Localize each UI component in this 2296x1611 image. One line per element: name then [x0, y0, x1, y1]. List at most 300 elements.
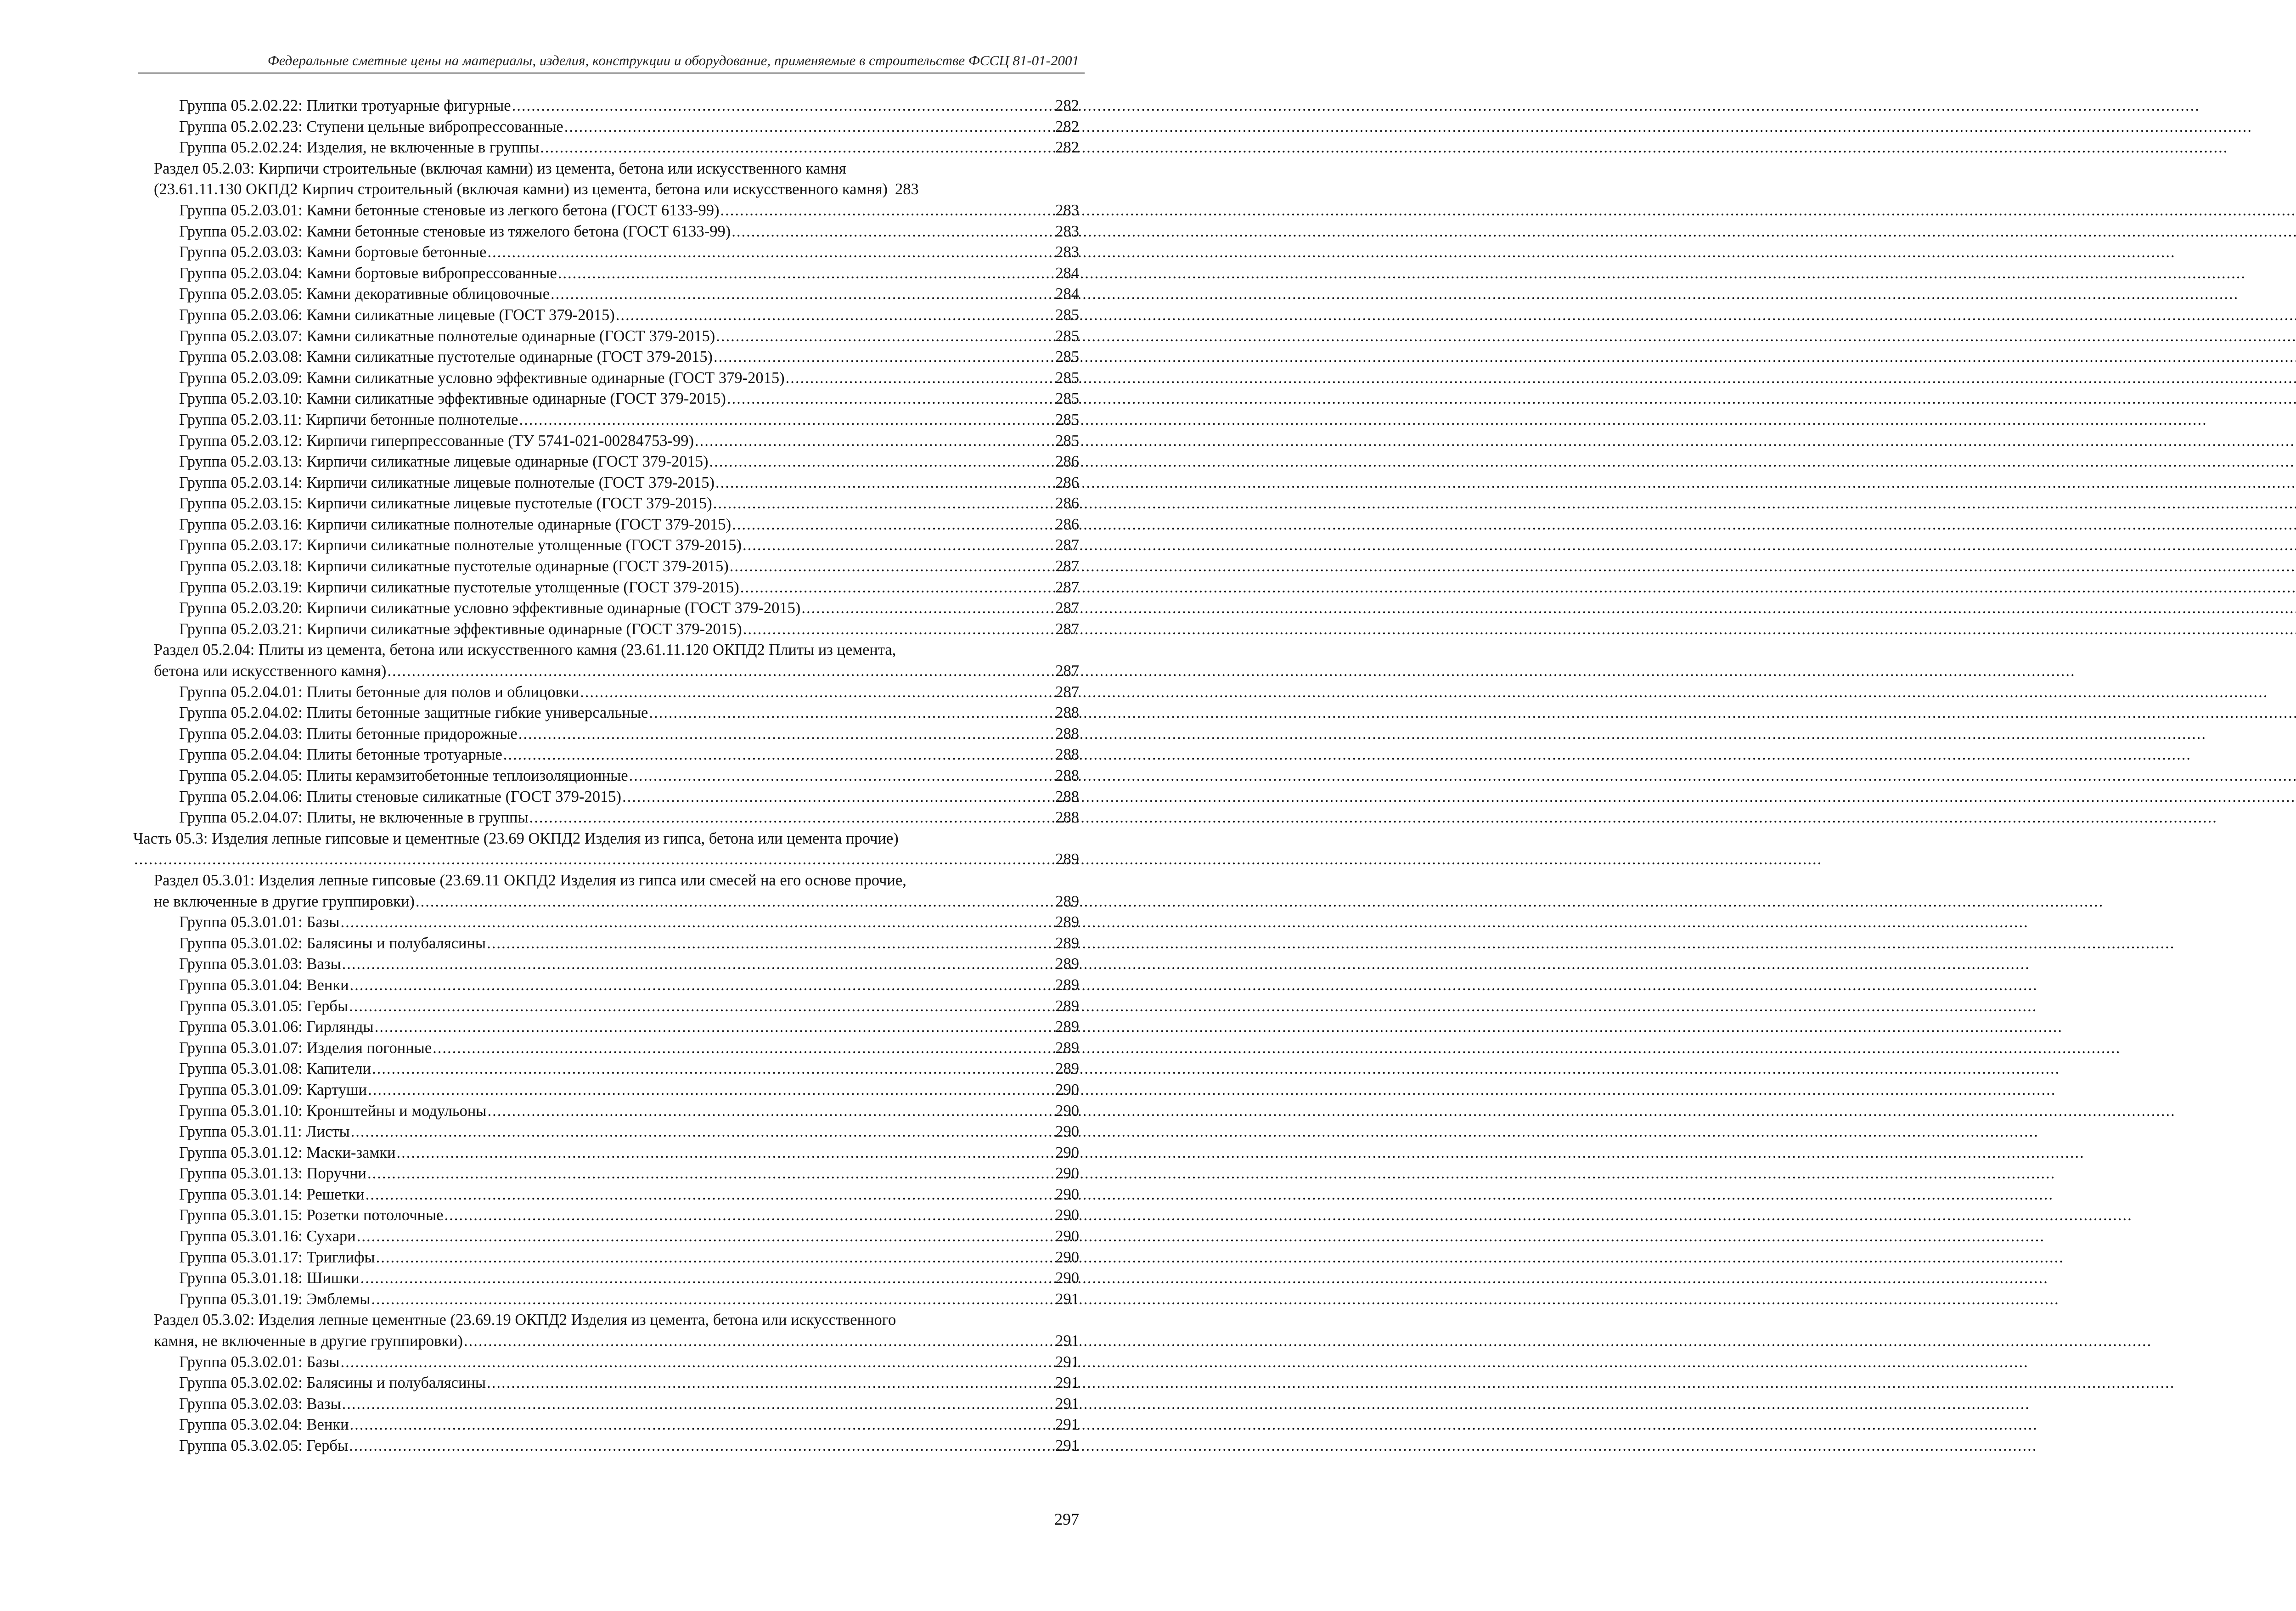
- toc-entry-row: [179, 556, 1079, 577]
- dot-leader: [350, 1414, 1055, 1436]
- dot-leader: [360, 1268, 1055, 1289]
- toc-entry-row: [179, 1289, 1079, 1310]
- toc-group: [133, 703, 1079, 724]
- toc-group: [133, 682, 1079, 703]
- toc-page-ref: 290: [1055, 1165, 1079, 1183]
- toc-entry-row: [179, 577, 1079, 598]
- toc-page-ref: 287: [1055, 599, 1079, 617]
- toc-entry-title-line: Раздел 05.2.04: Плиты из цемента, бетона или искусственного камня (23.61.11.120 ОКПД2 Плиты из цемента,: [154, 641, 896, 659]
- toc-entry-title: Группа 05.3.01.19: Эмблемы: [179, 1290, 371, 1308]
- dot-leader: [397, 1143, 1055, 1164]
- dot-leader: [366, 1184, 1055, 1205]
- dot-leader: [512, 96, 1055, 117]
- toc-entry-title: Группа 05.3.01.03: Вазы: [179, 955, 341, 973]
- dot-leader: [558, 263, 1054, 284]
- toc-entry-row: [179, 1436, 1079, 1457]
- toc-entry-title: Группа 05.2.03.10: Камни силикатные эффективные одинарные (ГОСТ 379-2015): [179, 390, 726, 408]
- toc-entry-row: [179, 933, 1079, 954]
- toc-entry-title: Группа 05.3.02.02: Балясины и полубалясины: [179, 1374, 486, 1392]
- toc-entry-row: [179, 347, 1079, 368]
- toc-entry-title: Группа 05.3.01.12: Маски-замки: [179, 1143, 396, 1161]
- toc-entry-title-line: Часть 05.3: Изделия лепные гипсовые и цементные (23.69 ОКПД2 Изделия из гипса, бетона или цемента прочие): [133, 829, 899, 847]
- toc-group: [133, 137, 1079, 158]
- toc-group: [133, 912, 1079, 933]
- dot-leader: [551, 284, 1054, 305]
- dot-leader: [372, 1059, 1054, 1080]
- toc-entry-row: [179, 598, 1079, 619]
- toc-page-ref: 289: [1055, 892, 1079, 910]
- dot-leader: [368, 1080, 1054, 1101]
- toc-entry-row: [179, 451, 1079, 473]
- toc-group: [133, 305, 1079, 326]
- toc-entry-title: не включенные в другие группировки): [154, 892, 415, 910]
- toc-group: [133, 1226, 1079, 1247]
- toc-page-ref: 289: [1055, 1060, 1079, 1078]
- dot-leader: [487, 1373, 1054, 1394]
- toc-group: [133, 326, 1079, 347]
- dot-leader: [350, 975, 1055, 996]
- toc-group: [133, 200, 1079, 221]
- toc-entry-title: Группа 05.2.03.04: Камни бортовые вибропрессованные: [179, 264, 557, 282]
- dot-leader: [715, 473, 1054, 494]
- toc-group: [133, 975, 1079, 996]
- toc-entry-title: Группа 05.2.03.13: Кирпичи силикатные лицевые одинарные (ГОСТ 379-2015): [179, 453, 709, 471]
- toc-group: [133, 1205, 1079, 1226]
- toc-group: [133, 535, 1079, 556]
- dot-leader: [580, 682, 1054, 703]
- toc-entry-row: [179, 912, 1079, 933]
- dot-leader: [518, 724, 1055, 745]
- dot-leader: [732, 514, 1054, 535]
- toc-page-ref: 290: [1055, 1206, 1079, 1224]
- toc-group: [133, 117, 1079, 138]
- dot-leader: [340, 1352, 1054, 1373]
- toc-entry-title: Группа 05.3.01.07: Изделия погонные: [179, 1039, 432, 1057]
- toc-group: [133, 284, 1079, 305]
- toc-entry-row: [179, 117, 1079, 138]
- toc-page-ref: 291: [1055, 1290, 1079, 1308]
- dot-leader: [709, 451, 1054, 473]
- toc-group: [133, 933, 1079, 954]
- toc-entry-row: [179, 326, 1079, 347]
- dot-leader: [342, 954, 1055, 975]
- toc-group: [133, 619, 1079, 640]
- toc-group: [133, 1080, 1079, 1101]
- toc-entry-title: Группа 05.3.01.06: Гирлянды: [179, 1018, 374, 1036]
- dot-leader: [743, 535, 1054, 556]
- toc-page-ref: 284: [1055, 285, 1079, 303]
- toc-entry-row: [179, 1247, 1079, 1268]
- toc-group: [133, 221, 1079, 242]
- toc-entry-title: Группа 05.3.02.04: Венки: [179, 1416, 349, 1434]
- toc-page-ref: 288: [1055, 704, 1079, 722]
- toc-entry-row: [179, 1080, 1079, 1101]
- toc-group: [133, 577, 1079, 598]
- toc-entry-title: Группа 05.3.01.18: Шишки: [179, 1269, 360, 1287]
- toc-entry-row: [179, 473, 1079, 494]
- toc-entry-row: [179, 1226, 1079, 1247]
- dot-leader: [740, 577, 1055, 598]
- page-number: 297: [1054, 1510, 1079, 1528]
- toc-entry-title: Группа 05.2.02.23: Ступени цельные вибропрессованные: [179, 118, 563, 135]
- toc-entry-row: [179, 389, 1079, 410]
- toc-page-ref: 287: [1055, 662, 1079, 680]
- toc-page-ref: 285: [1055, 348, 1079, 366]
- dot-leader: [730, 556, 1054, 577]
- toc-group: [133, 1247, 1079, 1268]
- toc-entry-row: [179, 431, 1079, 452]
- toc-entry-title: Группа 05.3.01.10: Кронштейны и модульоны: [179, 1102, 487, 1120]
- toc-group: [133, 1184, 1079, 1205]
- table-of-contents: [133, 96, 1079, 1457]
- toc-entry-title: Группа 05.2.04.06: Плиты стеновые силикатные (ГОСТ 379-2015): [179, 788, 621, 806]
- toc-entry-row: [179, 724, 1079, 745]
- toc-group: [133, 493, 1079, 514]
- toc-entry-row: [179, 1101, 1079, 1122]
- toc-entry-title: Группа 05.3.02.03: Вазы: [179, 1395, 341, 1413]
- toc-group: [133, 451, 1079, 473]
- toc-page-ref: 285: [1055, 369, 1079, 387]
- toc-entry-row: [179, 1163, 1079, 1184]
- toc-entry-title: Группа 05.2.03.16: Кирпичи силикатные полнотелые одинарные (ГОСТ 379-2015): [179, 515, 732, 533]
- toc-page-ref: 286: [1055, 495, 1079, 513]
- dot-leader: [487, 933, 1054, 954]
- toc-group: [133, 96, 1079, 117]
- toc-group: [133, 347, 1079, 368]
- dot-leader: [786, 368, 1055, 389]
- toc-group: [133, 807, 1079, 828]
- toc-entry-row: [179, 284, 1079, 305]
- toc-entry-title: Группа 05.2.03.09: Камни силикатные условно эффективные одинарные (ГОСТ 379-2015): [179, 369, 785, 387]
- toc-entry-title: Группа 05.3.01.04: Венки: [179, 976, 349, 994]
- toc-entry-row: [179, 619, 1079, 640]
- toc-group: [133, 389, 1079, 410]
- toc-entry-row: [179, 1268, 1079, 1289]
- toc-entry-title: Группа 05.2.04.02: Плиты бетонные защитные гибкие универсальные: [179, 704, 648, 722]
- toc-group: [133, 1414, 1079, 1436]
- toc-group: [133, 598, 1079, 619]
- toc-entry-title: Группа 05.2.03.15: Кирпичи силикатные лицевые пустотелые (ГОСТ 379-2015): [179, 495, 712, 513]
- toc-page-ref: 291: [1055, 1437, 1079, 1454]
- toc-group: [133, 1373, 1079, 1394]
- toc-group: [133, 473, 1079, 494]
- toc-section: [133, 640, 1079, 682]
- toc-entry-title: Группа 05.3.01.08: Капители: [179, 1060, 371, 1078]
- toc-entry-row: [179, 263, 1079, 284]
- toc-entry-row: [179, 787, 1079, 808]
- toc-entry-row: [179, 807, 1079, 828]
- toc-group: [133, 1143, 1079, 1164]
- toc-entry-row: [179, 242, 1079, 263]
- toc-entry-title: Группа 05.2.03.12: Кирпичи гиперпрессованные (ТУ 5741-021-00284753-99): [179, 432, 694, 450]
- toc-page-ref: 283: [1055, 243, 1079, 261]
- toc-page-ref: 288: [1055, 788, 1079, 806]
- toc-group: [133, 410, 1079, 431]
- dot-leader: [357, 1226, 1055, 1247]
- toc-section: [133, 1310, 1079, 1352]
- toc-page-ref: 285: [1055, 411, 1079, 428]
- toc-entry-title: Группа 05.3.01.09: Картуши: [179, 1081, 367, 1098]
- toc-entry-title: Группа 05.3.01.01: Базы: [179, 913, 340, 931]
- toc-page-ref: 290: [1055, 1102, 1079, 1120]
- dot-leader: [622, 787, 1054, 808]
- dot-leader: [387, 661, 1054, 682]
- toc-entry-title: Группа 05.2.03.03: Камни бортовые бетонные: [179, 243, 487, 261]
- toc-entry-row: [179, 1414, 1079, 1436]
- dot-leader: [732, 221, 1054, 242]
- dot-leader: [349, 996, 1054, 1017]
- toc-page-ref: 290: [1055, 1228, 1079, 1245]
- toc-entry-row: [179, 493, 1079, 514]
- toc-entry-title: Группа 05.3.01.17: Триглифы: [179, 1248, 375, 1266]
- toc-entry-title: Группа 05.2.04.01: Плиты бетонные для полов и облицовки: [179, 683, 580, 701]
- toc-entry-row: [179, 1059, 1079, 1080]
- toc-page-ref: 291: [1055, 1416, 1079, 1434]
- toc-entry-title: Группа 05.2.02.24: Изделия, не включенные в группы: [179, 139, 540, 157]
- toc-entry-title: Группа 05.2.03.07: Камни силикатные полнотелые одинарные (ГОСТ 379-2015): [179, 327, 715, 345]
- toc-group: [133, 766, 1079, 787]
- toc-part: [133, 828, 1079, 870]
- toc-page-ref: 287: [1055, 578, 1079, 596]
- dot-leader: [727, 389, 1054, 410]
- toc-entry-row: [179, 703, 1079, 724]
- toc-entry-row: [179, 744, 1079, 766]
- toc-group: [133, 431, 1079, 452]
- dot-leader: [349, 1436, 1054, 1457]
- dot-leader: [564, 117, 1055, 138]
- toc-entry-title: Группа 05.3.01.05: Гербы: [179, 997, 349, 1015]
- toc-entry-title: Группа 05.2.03.11: Кирпичи бетонные полнотелые: [179, 411, 518, 428]
- dot-leader: [716, 326, 1054, 347]
- toc-entry-title: Группа 05.2.03.06: Камни силикатные лицевые (ГОСТ 379-2015): [179, 306, 615, 324]
- toc-entry-title: Группа 05.2.03.20: Кирпичи силикатные условно эффективные одинарные (ГОСТ 379-2015): [179, 599, 801, 617]
- toc-entry-row: [179, 954, 1079, 975]
- toc-entry-row: [133, 849, 1079, 870]
- toc-entry-row: [179, 368, 1079, 389]
- toc-entry-title: Группа 05.2.03.19: Кирпичи силикатные пустотелые утолщенные (ГОСТ 379-2015): [179, 578, 739, 596]
- toc-group: [133, 1268, 1079, 1289]
- toc-entry-title: Группа 05.2.03.18: Кирпичи силикатные пустотелые одинарные (ГОСТ 379-2015): [179, 558, 729, 575]
- toc-group: [133, 263, 1079, 284]
- toc-page-ref: 287: [1055, 683, 1079, 701]
- toc-entry-row: [179, 1121, 1079, 1143]
- toc-entry-title-line: Раздел 05.2.03: Кирпичи строительные (включая камни) из цемента, бетона или искусственного камня: [154, 159, 846, 177]
- toc-page-ref: 291: [1055, 1374, 1079, 1392]
- toc-entry-title: Группа 05.2.02.22: Плитки тротуарные фигурные: [179, 97, 511, 114]
- toc-entry-row: [179, 766, 1079, 787]
- toc-page-ref: 291: [1055, 1353, 1079, 1371]
- toc-entry-title: бетона или искусственного камня): [154, 662, 387, 680]
- toc-entry-title: Группа 05.3.02.01: Базы: [179, 1353, 340, 1371]
- toc-entry-row: [179, 1184, 1079, 1205]
- dot-leader: [743, 619, 1055, 640]
- toc-entry-row: [179, 514, 1079, 535]
- toc-page-ref: 288: [1055, 809, 1079, 827]
- toc-entry-title: Группа 05.2.03.01: Камни бетонные стеновые из легкого бетона (ГОСТ 6133-99): [179, 201, 720, 219]
- toc-entry-title: Группа 05.3.02.05: Гербы: [179, 1437, 349, 1454]
- toc-page-ref: 282: [1055, 97, 1079, 114]
- toc-entry-title: Группа 05.2.04.03: Плиты бетонные придорожные: [179, 725, 518, 743]
- toc-page-ref: 286: [1055, 515, 1079, 533]
- dot-leader: [376, 1247, 1055, 1268]
- dot-leader: [371, 1289, 1054, 1310]
- toc-entry-row: [179, 305, 1079, 326]
- dot-leader: [540, 137, 1054, 158]
- toc-page-ref: 282: [1055, 139, 1079, 157]
- dot-leader: [649, 703, 1054, 724]
- toc-page-ref: 289: [1055, 851, 1079, 868]
- dot-leader: [433, 1038, 1054, 1059]
- running-header: Федеральные сметные цены на материалы, изделия, конструкции и оборудование, применяемые в строительстве ФССЦ 81-01-2001: [267, 52, 1079, 68]
- toc-entry-title: Группа 05.2.03.17: Кирпичи силикатные полнотелые утолщенные (ГОСТ 379-2015): [179, 536, 742, 554]
- toc-group: [133, 556, 1079, 577]
- toc-page-ref: 288: [1055, 746, 1079, 764]
- toc-entry-row: [179, 1352, 1079, 1373]
- toc-group: [133, 954, 1079, 975]
- toc-entry-title-line: Раздел 05.3.01: Изделия лепные гипсовые (23.69.11 ОКПД2 Изделия из гипса или смесей на его основе прочие,: [154, 871, 906, 889]
- dot-leader: [445, 1205, 1055, 1226]
- toc-page-ref: 289: [1055, 1039, 1079, 1057]
- toc-entry-row: [179, 1205, 1079, 1226]
- toc-page-ref: 289: [1055, 976, 1079, 994]
- toc-entry-row: [179, 1143, 1079, 1164]
- toc-page-ref: 283: [895, 180, 919, 198]
- toc-entry-title: Группа 05.3.01.11: Листы: [179, 1123, 350, 1141]
- toc-group: [133, 1121, 1079, 1143]
- dot-leader: [487, 242, 1054, 263]
- toc-page-ref: 283: [1055, 222, 1079, 240]
- toc-entry-row: [179, 1394, 1079, 1415]
- dot-leader: [713, 493, 1054, 514]
- dot-leader: [367, 1163, 1054, 1184]
- toc-group: [133, 1352, 1079, 1373]
- dot-leader: [529, 807, 1055, 828]
- toc-entry-row: [179, 221, 1079, 242]
- toc-entry-title: Группа 05.3.01.14: Решетки: [179, 1185, 365, 1203]
- toc-page-ref: 291: [1055, 1332, 1079, 1350]
- toc-page-ref: 285: [1055, 432, 1079, 450]
- toc-entry-title: Группа 05.2.04.07: Плиты, не включенные в группы: [179, 809, 529, 827]
- toc-page-ref: 289: [1055, 997, 1079, 1015]
- toc-page-ref: 287: [1055, 536, 1079, 554]
- dot-leader: [351, 1121, 1055, 1143]
- toc-page-ref: 285: [1055, 327, 1079, 345]
- dot-leader: [720, 200, 1055, 221]
- toc-page-ref: 290: [1055, 1185, 1079, 1203]
- dot-leader: [487, 1101, 1054, 1122]
- toc-entry-row: [179, 410, 1079, 431]
- toc-entry-title: Группа 05.3.01.15: Розетки потолочные: [179, 1206, 444, 1224]
- dot-leader: [616, 305, 1055, 326]
- dot-leader: [714, 347, 1054, 368]
- dot-leader: [629, 766, 1055, 787]
- toc-entry-row: [179, 975, 1079, 996]
- toc-page-ref: 290: [1055, 1123, 1079, 1141]
- toc-group: [133, 1017, 1079, 1038]
- toc-page-ref: 290: [1055, 1081, 1079, 1098]
- toc-group: [133, 1436, 1079, 1457]
- toc-entry-title: Группа 05.2.04.05: Плиты керамзитобетонные теплоизоляционные: [179, 767, 628, 784]
- toc-group: [133, 1163, 1079, 1184]
- toc-entry-title: Группа 05.3.01.16: Сухари: [179, 1228, 356, 1245]
- toc-page-ref: 290: [1055, 1269, 1079, 1287]
- toc-page-ref: 289: [1055, 955, 1079, 973]
- toc-group: [133, 996, 1079, 1017]
- toc-group: [133, 242, 1079, 263]
- document-page: [0, 0, 1139, 1611]
- toc-entry-title: камня, не включенные в другие группировки): [154, 1332, 463, 1350]
- toc-section: [133, 870, 1079, 912]
- toc-entry-row: [154, 1331, 1079, 1352]
- toc-section: [133, 158, 1079, 200]
- toc-entry-row: [179, 996, 1079, 1017]
- toc-group: [133, 1038, 1079, 1059]
- toc-entry-title: Группа 05.2.03.02: Камни бетонные стеновые из тяжелого бетона (ГОСТ 6133-99): [179, 222, 731, 240]
- toc-entry-title: Группа 05.3.01.13: Поручни: [179, 1165, 367, 1183]
- toc-entry-row: [179, 200, 1079, 221]
- dot-leader: [134, 849, 1054, 870]
- dot-leader: [801, 598, 1054, 619]
- toc-entry-row: [154, 891, 1079, 913]
- toc-group: [133, 787, 1079, 808]
- toc-group: [133, 1394, 1079, 1415]
- toc-entry-title-line: Раздел 05.3.02: Изделия лепные цементные (23.69.19 ОКПД2 Изделия из цемента, бетона или искусственного: [154, 1311, 896, 1329]
- dot-leader: [342, 1394, 1055, 1415]
- toc-entry-row: [179, 535, 1079, 556]
- dot-leader: [375, 1017, 1055, 1038]
- toc-group: [133, 1059, 1079, 1080]
- dot-leader: [519, 410, 1054, 431]
- toc-group: [133, 724, 1079, 745]
- toc-page-ref: 290: [1055, 1248, 1079, 1266]
- toc-group: [133, 514, 1079, 535]
- toc-entry-title: Группа 05.2.03.21: Кирпичи силикатные эффективные одинарные (ГОСТ 379-2015): [179, 620, 742, 638]
- toc-page-ref: 285: [1055, 306, 1079, 324]
- toc-entry-row: [179, 682, 1079, 703]
- toc-page-ref: 288: [1055, 767, 1079, 784]
- toc-page-ref: 286: [1055, 453, 1079, 471]
- toc-page-ref: 282: [1055, 118, 1079, 135]
- toc-entry-title: Группа 05.2.03.05: Камни декоративные облицовочные: [179, 285, 550, 303]
- toc-page-ref: 287: [1055, 620, 1079, 638]
- toc-group: [133, 1289, 1079, 1310]
- toc-page-ref: 286: [1055, 473, 1079, 491]
- toc-page-ref: 289: [1055, 913, 1079, 931]
- toc-entry-row: [179, 1373, 1079, 1394]
- toc-page-ref: 285: [1055, 390, 1079, 408]
- dot-leader: [503, 744, 1054, 766]
- dot-leader: [464, 1331, 1054, 1352]
- toc-entry-title: Группа 05.3.01.02: Балясины и полубалясины: [179, 934, 486, 952]
- toc-group: [133, 368, 1079, 389]
- toc-page-ref: 289: [1055, 934, 1079, 952]
- toc-group: [133, 1101, 1079, 1122]
- toc-entry-row: [179, 96, 1079, 117]
- toc-entry-title: Группа 05.2.03.14: Кирпичи силикатные лицевые полнотелые (ГОСТ 379-2015): [179, 473, 715, 491]
- dot-leader: [340, 912, 1054, 933]
- toc-entry-row: [154, 661, 1079, 682]
- toc-entry-row: [179, 1017, 1079, 1038]
- toc-entry-title: Группа 05.2.03.08: Камни силикатные пустотелые одинарные (ГОСТ 379-2015): [179, 348, 713, 366]
- toc-page-ref: 289: [1055, 1018, 1079, 1036]
- toc-entry-title: (23.61.11.130 ОКПД2 Кирпич строительный (включая камни) из цемента, бетона или искусственного камня): [154, 180, 888, 198]
- toc-page-ref: 290: [1055, 1143, 1079, 1161]
- toc-group: [133, 744, 1079, 766]
- toc-entry-row: [179, 1038, 1079, 1059]
- toc-page-ref: 283: [1055, 201, 1079, 219]
- toc-entry-row: [154, 179, 1079, 200]
- toc-page-ref: 288: [1055, 725, 1079, 743]
